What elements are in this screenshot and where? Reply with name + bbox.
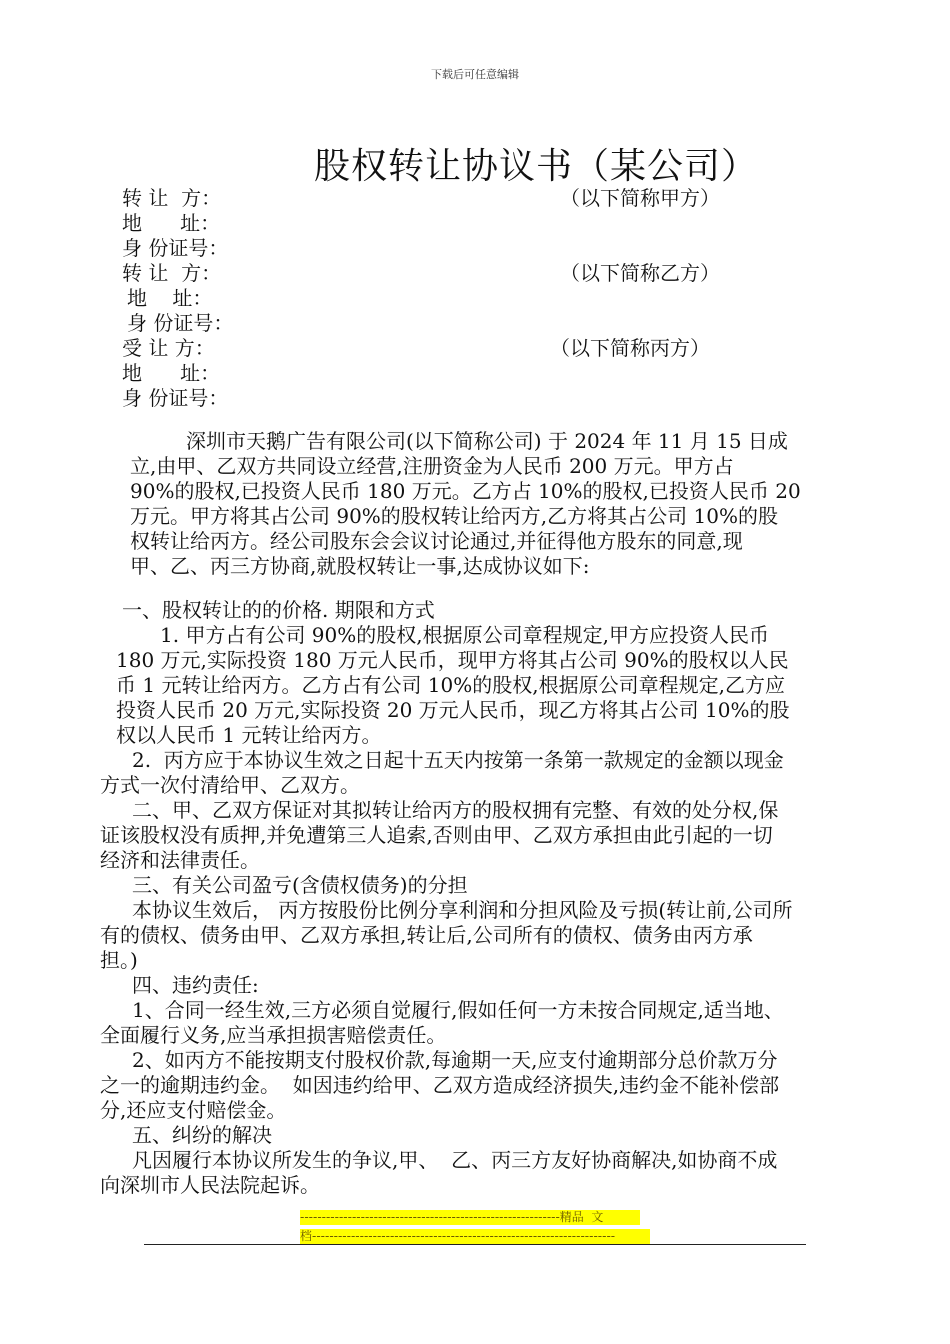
body-line: 方式一次付清给甲、乙双方。 xyxy=(100,773,360,797)
party-b-address-label: 地 址： xyxy=(127,286,213,310)
body-line: 2. 丙方应于本协议生效之日起十五天内按第一条第一款规定的金额以现金 xyxy=(132,748,784,772)
party-c-alias: （以下简称丙方） xyxy=(550,336,710,360)
party-c-id-label: 身 份证号： xyxy=(122,386,229,410)
body-line: 90%的股权,已投资人民币 180 万元。乙方占 10%的股权,已投资人民币 20 xyxy=(130,479,801,503)
body-line: 分,还应支付赔偿金。 xyxy=(100,1098,287,1122)
section-heading: 一、股权转让的的价格. 期限和方式 xyxy=(122,598,435,622)
body-line: 2、如丙方不能按期支付股权价款,每逾期一天,应支付逾期部分总价款万分 xyxy=(132,1048,778,1072)
footer-line-2: 档---------------------------------------------------------------------- xyxy=(300,1229,650,1244)
party-b-alias: （以下简称乙方） xyxy=(560,261,720,285)
body-line: 担。) xyxy=(100,948,138,972)
body-line: 全面履行义务,应当承担损害赔偿责任。 xyxy=(100,1023,447,1047)
party-b-label: 转 让 方： xyxy=(122,261,222,285)
body-line: 之一的逾期违约金。 如因违约给甲、乙双方造成经济损失,违约金不能补偿部 xyxy=(100,1073,780,1097)
body-line: 权转让给丙方。经公司股东会会议讨论通过,并征得他方股东的同意,现 xyxy=(130,529,743,553)
header-note: 下载后可任意编辑 xyxy=(431,68,519,81)
section-heading: 三、有关公司盈亏(含债权债务)的分担 xyxy=(132,873,468,897)
party-a-address-label: 地 址： xyxy=(122,211,221,235)
party-b-id-label: 身 份证号： xyxy=(127,311,234,335)
footer-divider xyxy=(144,1244,806,1245)
body-line: 证该股权没有质押,并免遭第三人追索,否则由甲、乙双方承担由此引起的一切 xyxy=(100,823,773,847)
party-a-id-label: 身 份证号： xyxy=(122,236,229,260)
body-line: 本协议生效后， 丙方按股份比例分享利润和分担风险及亏损(转让前,公司所 xyxy=(132,898,793,922)
body-line: 深圳市天鹅广告有限公司(以下简称公司) 于 2024 年 11 月 15 日成 xyxy=(186,429,788,453)
body-line: 投资人民币 20 万元,实际投资 20 万元人民币，现乙方将其占公司 10%的股 xyxy=(116,698,790,722)
body-line: 1. 甲方占有公司 90%的股权,根据原公司章程规定,甲方应投资人民币 xyxy=(160,623,769,647)
body-line: 万元。甲方将其占公司 90%的股权转让给丙方,乙方将其占公司 10%的股 xyxy=(130,504,778,528)
footer-line-1: ------------------------------------------------------------精品 文 xyxy=(300,1210,640,1225)
party-a-label: 转 让 方： xyxy=(122,186,222,210)
section-heading: 二、甲、乙双方保证对其拟转让给丙方的股权拥有完整、有效的处分权,保 xyxy=(132,798,779,822)
body-line: 凡因履行本协议所发生的争议,甲、 乙、丙三方友好协商解决,如协商不成 xyxy=(132,1148,778,1172)
section-heading: 四、违约责任: xyxy=(132,973,259,997)
body-line: 币 1 元转让给丙方。乙方占有公司 10%的股权,根据原公司章程规定,乙方应 xyxy=(116,673,785,697)
body-line: 甲、乙、丙三方协商,就股权转让一事,达成协议如下: xyxy=(130,554,590,578)
party-c-address-label: 地 址： xyxy=(122,361,221,385)
body-line: 经济和法律责任。 xyxy=(100,848,260,872)
footer-watermark xyxy=(300,1210,650,1248)
body-line: 立,由甲、乙双方共同设立经营,注册资金为人民币 200 万元。甲方占 xyxy=(130,454,734,478)
party-a-alias: （以下简称甲方） xyxy=(560,186,720,210)
body-line: 有的债权、债务由甲、乙双方承担,转让后,公司所有的债权、债务由丙方承 xyxy=(100,923,753,947)
document-title: 股权转让协议书（某公司） xyxy=(314,146,759,187)
body-line: 180 万元,实际投资 180 万元人民币，现甲方将其占公司 90%的股权以人民 xyxy=(116,648,789,672)
body-line: 权以人民币 1 元转让给丙方。 xyxy=(116,723,382,747)
body-line: 向深圳市人民法院起诉。 xyxy=(100,1173,320,1197)
body-line: 1、合同一经生效,三方必须自觉履行,假如任何一方未按合同规定,适当地、 xyxy=(132,998,784,1022)
party-c-label: 受 让 方： xyxy=(122,336,215,360)
section-heading: 五、纠纷的解决 xyxy=(132,1123,272,1147)
